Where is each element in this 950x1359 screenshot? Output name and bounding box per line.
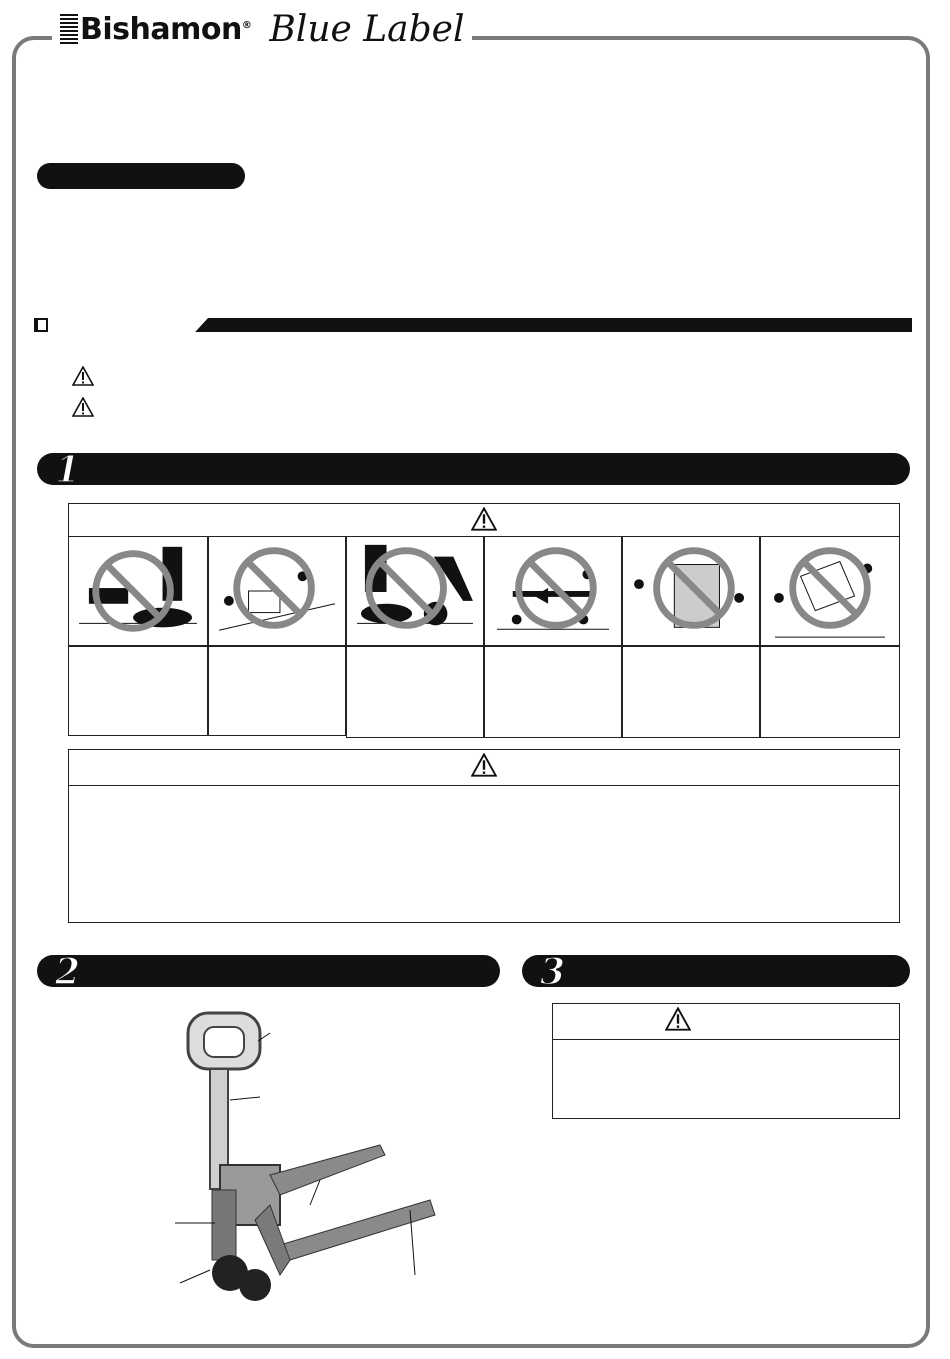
pictogram-caption [68,646,208,736]
section-3-heading: 3 [522,955,910,987]
pictogram-caption [346,646,484,738]
pictogram-slope-runaway [208,536,346,646]
warning-triangle-icon [72,366,94,386]
prohibition-pictograms [68,536,900,738]
brand-header [52,4,472,54]
pictogram-caption [208,646,346,736]
section-1-heading: 1 [37,453,910,485]
warning-triangle-icon [665,1007,691,1031]
sub-brand: Blue Label [269,8,465,50]
pictogram-riding [484,536,622,646]
pictogram-caption [760,646,900,738]
pallet-truck-illustration [160,1005,460,1305]
pictogram-tipping [760,536,900,646]
pictogram-caption [484,646,622,738]
pictogram-caption [622,646,760,738]
brand-name: Bishamon® [80,11,252,47]
safety-bar-heading [34,318,912,332]
warning-triangle-icon [471,753,497,777]
pictogram-foot-crush [68,536,208,646]
warning-triangle-icon [471,507,497,531]
warning-box-2 [68,749,900,923]
section-2-heading: 2 [37,955,500,987]
intro-pill-heading [37,163,245,189]
warning-box-3 [552,1003,900,1119]
logo-stripes [60,14,78,44]
pictogram-high-load [622,536,760,646]
warning-box-1 [68,503,900,537]
warning-triangle-icon [72,397,94,417]
pictogram-wheel-foot [346,536,484,646]
